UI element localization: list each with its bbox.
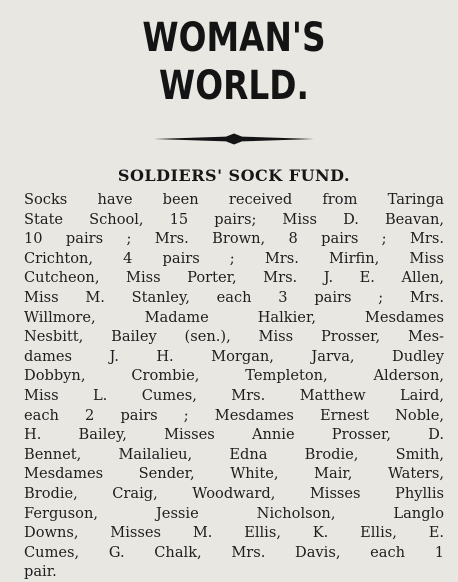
article-line: dames J. H. Morgan, Jarva, Dudley bbox=[24, 347, 444, 365]
article-line: Nesbitt, Bailey (sen.), Miss Prosser, Mes- bbox=[24, 328, 444, 346]
article-line: 10 pairs ; Mrs. Brown, 8 pairs ; Mrs. bbox=[24, 230, 444, 248]
article-line: pair. bbox=[24, 563, 57, 581]
article-line: Willmore, Madame Halkier, Mesdames bbox=[24, 308, 444, 326]
article-line: Downs, Misses M. Ellis, K. Ellis, E. bbox=[24, 524, 444, 542]
article-line: Cutcheon, Miss Porter, Mrs. J. E. Allen, bbox=[24, 269, 444, 287]
article-line: Dobbyn, Crombie, Templeton, Alderson, bbox=[24, 367, 444, 385]
article-line: State School, 15 pairs; Miss D. Beavan, bbox=[24, 210, 444, 228]
masthead-title: WOMAN'S WORLD. bbox=[142, 15, 326, 109]
article-line: Cumes, G. Chalk, Mrs. Davis, each 1 bbox=[24, 543, 444, 561]
article-heading: SOLDIERS' SOCK FUND. bbox=[117, 166, 351, 185]
article-body bbox=[24, 190, 444, 582]
article-line: Miss M. Stanley, each 3 pairs ; Mrs. bbox=[24, 288, 444, 306]
article-line: Mesdames Sender, White, Mair, Waters, bbox=[24, 465, 444, 483]
article-line: Crichton, 4 pairs ; Mrs. Mirfin, Miss bbox=[24, 249, 444, 267]
article-line: Bennet, Mailalieu, Edna Brodie, Smith, bbox=[24, 445, 444, 463]
article-line: Ferguson, Jessie Nicholson, Langlo bbox=[24, 504, 444, 522]
decorative-rule-icon bbox=[154, 132, 314, 146]
article-line: Socks have been received from Taringa bbox=[24, 191, 444, 208]
article-line: Miss L. Cumes, Mrs. Matthew Laird, bbox=[24, 386, 444, 404]
article-line: H. Bailey, Misses Annie Prosser, D. bbox=[24, 426, 444, 444]
article-line: Brodie, Craig, Woodward, Misses Phyllis bbox=[24, 484, 444, 502]
article-line: each 2 pairs ; Mesdames Ernest Noble, bbox=[24, 406, 444, 424]
